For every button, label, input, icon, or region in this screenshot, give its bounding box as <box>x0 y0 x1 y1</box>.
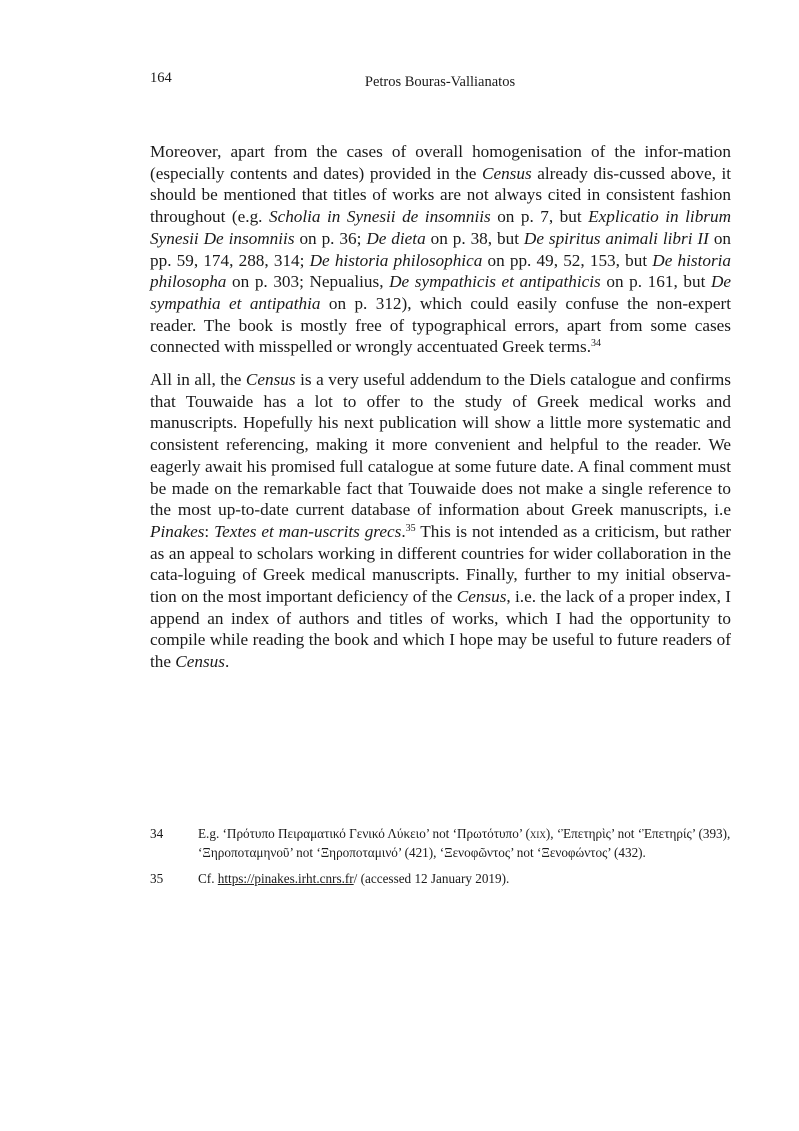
footnote <box>150 870 731 889</box>
italic-title: De sympathia et antipathia <box>150 272 732 313</box>
text-run: ), ‘Ἐπετηρὶς’ not ‘Ἐπετηρίς’ (393), ‘Ξηροποταμηνοῦ’ not ‘Ξηροποταμινό’ (421), ‘Ξενοφῶντος’ not ‘Ξενοφώντος’ (432). <box>198 826 731 860</box>
text-run: on p. 38, but <box>425 228 524 248</box>
text-run: . <box>224 652 230 672</box>
text-run: This is not intended as a criticism, but rather as an appeal to scholars working in different countries for wider collaboration in the cata-loguing of Greek medical manuscripts. Finally, further to my initial observa-tion on the most important deficiency of the <box>150 521 731 607</box>
text-run: All in all, the <box>150 370 246 390</box>
text-run: on p. 36; <box>294 228 367 248</box>
text-run: E.g. ‘Πρότυπο Πειραματικό Γενικό Λύκειο’ not ‘Πρωτότυπο’ ( <box>198 826 530 841</box>
italic-title: De dieta <box>366 228 426 248</box>
small-caps-text: xix <box>529 826 546 841</box>
italic-title: Explicatio in librum Synesii De insomniis <box>150 207 731 248</box>
running-head: Petros Bouras-Vallianatos <box>364 74 516 90</box>
footnote-ref[interactable]: 34 <box>591 338 601 350</box>
italic-title: Census <box>456 587 507 607</box>
text-run: on p. 7, but <box>490 207 589 227</box>
text-run: on p. 303; Nepualius, <box>226 272 390 292</box>
italic-title: Census <box>482 163 532 183</box>
text-run: is a very useful addendum to the Diels catalogue and confirms that Touwaide has a lot to offer to the study of Greek medical works and manuscripts. Hopefully his next publication will show a little more systematic and consistent referencing, making it more convenient and helpful to the reader. We eagerly await his promised full catalogue at some future date. A final comment must be made on the remarkable fact that Touwaide does not make a single reference to the most up-to-date current database of information about Greek manuscripts, i.e <box>150 370 731 520</box>
italic-title: De spiritus animali libri II <box>523 228 709 248</box>
paragraph <box>150 141 731 358</box>
text-run: on pp. 49, 52, 153, but <box>482 250 653 270</box>
text-run: . <box>401 521 406 541</box>
text-run: , i.e. the lack of a proper index, I append an index of authors and titles of works, which I had the opportunity to compile while reading the book and which I hope may be useful to future readers of the <box>150 587 731 672</box>
text-run: Cf. <box>198 871 218 886</box>
paragraph <box>150 369 731 673</box>
italic-title: Textes et man-uscrits grecs <box>214 521 402 541</box>
text-run: on p. 312), which could easily confuse the non-expert reader. The book is mostly free of typographical errors, apart from some cases connected with misspelled or wrongly accentuated Greek terms. <box>150 293 731 357</box>
text-run: / (accessed 12 January 2019). <box>353 871 510 886</box>
footnotes <box>150 825 731 897</box>
text-run: on p. 161, but <box>600 272 711 292</box>
text-run: Moreover, apart from the cases of overall homogenisation of the infor-mation (especially contents and dates) provided in the <box>150 142 731 183</box>
text-run: : <box>204 521 215 541</box>
italic-title: Scholia in Synesii de insomniis <box>268 207 491 227</box>
italic-title: Census <box>175 652 225 672</box>
italic-title: Census <box>245 370 296 390</box>
text-run: already dis-cussed above, it should be mentioned that titles of works are not always cited in consistent fashion throughout (e.g. <box>150 163 731 227</box>
italic-title: De historia philosophica <box>309 250 483 270</box>
text-run: on pp. 59, 174, 288, 314; <box>150 228 732 270</box>
footnote-text <box>198 870 731 889</box>
italic-title: Pinakes <box>150 521 205 541</box>
footnote-ref[interactable]: 35 <box>405 522 416 534</box>
footnote-number: 34 <box>150 826 164 841</box>
page-number: 164 <box>150 70 172 86</box>
italic-title: De sympathicis et antipathicis <box>389 272 601 292</box>
italic-title: De historia philosopha <box>150 250 732 292</box>
body-text <box>150 141 731 684</box>
footnote <box>150 825 731 862</box>
footnote-number: 35 <box>150 871 164 886</box>
url-link[interactable]: https://pinakes.irht.cnrs.fr <box>217 871 354 886</box>
footnote-text <box>198 825 731 862</box>
